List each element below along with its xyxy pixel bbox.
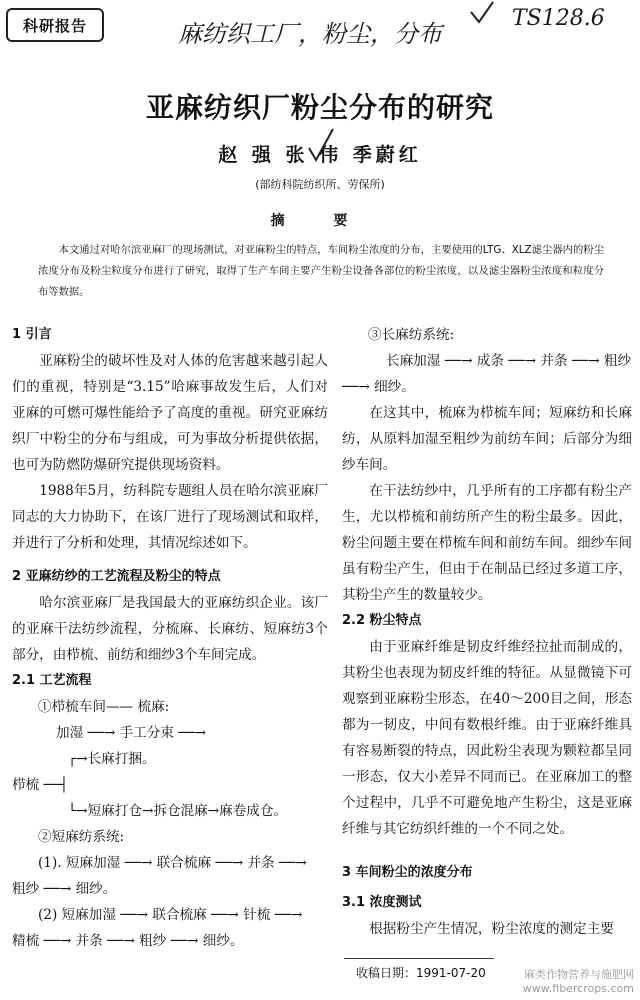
footnote-rule — [344, 958, 494, 959]
watermark-line-1: 麻类作物营养与施肥网 — [524, 968, 634, 981]
flow-step-3: ③长麻纺系统: — [368, 327, 455, 343]
flow-step-1c: 栉梳 ──┤ — [12, 777, 69, 793]
paper-authors: 赵 强 张 伟 季蔚红 — [218, 144, 422, 166]
handwritten-class-code: TS128.6 — [512, 6, 605, 31]
section-2-heading: 2 亚麻纺纱的工艺流程及粉尘的特点 — [12, 569, 221, 584]
author-affiliation: (部纺科院纺织所、劳保所) — [255, 178, 385, 191]
right-paragraph-3: 由于亚麻纤维是韧皮纤维经拉扯而制成的，其粉尘也表现为韧皮纤维的特征。从显微镜下可观察到亚麻粉尘形态，在40～200目之间，形态都为一韧皮，中间有数根纤维。由于亚麻纤维具有容易断裂的特点，因此粉尘表现为颗粒都呈同一形态，仅大小差异不同而已。在亚麻加工的整个过程中，几乎不可避免地产生粉尘，这是亚麻纤维与其它纺织纤维的一个不同之处。 — [342, 639, 632, 837]
abstract-heading: 摘 要 — [270, 213, 370, 229]
right-paragraph-2: 在干法纺纱中，几乎所有的工序都有粉尘产生，尤以栉梳和前纺所产生的粉尘最多。因此，粉尘问题主要在栉梳车间和前纺车间。细纱车间虽有粉尘产生，但由于在制品已经过多道工序，其粉尘产生的数量较少。 — [342, 483, 632, 603]
watermark-line-2: www.fibercrops.com — [522, 982, 634, 995]
right-paragraph-1: 在这其中，梳麻为栉梳车间；短麻纺和长麻纺，从原料加湿至粗纱为前纺车间；后部分为细纱车间。 — [342, 405, 632, 473]
section-3-heading: 3 车间粉尘的浓度分布 — [342, 865, 473, 880]
right-paragraph-4: 根据粉尘产生情况，粉尘浓度的测定主要 — [369, 921, 614, 937]
section-tag: 科研报告 — [6, 8, 104, 42]
flow-step-2a: (1). 短麻加湿 ──→ 联合梳麻 ──→ 并条 ──→ — [38, 855, 307, 871]
flow-step-1a: 加湿 ──→ 手工分束 ──→ — [56, 725, 207, 741]
section-1-paragraph-1: 亚麻粉尘的破坏性及对人体的危害越来越引起人们的重视，特别是“3.15”哈麻事故发生后，人们对亚麻的可燃可爆性能给予了高度的重视。研究亚麻纺织厂中粉尘的分布与组成，可为事故分析提供依据，也可为防燃防爆研究提供现场资料。 — [12, 353, 328, 473]
flow-step-1d: └→短麻打仓→拆仓混麻→麻卷成仓。 — [68, 803, 288, 819]
flow-step-2c: (2) 短麻加湿 ──→ 联合梳麻 ──→ 针梳 ──→ — [38, 907, 303, 923]
handwritten-check-mark — [468, 0, 496, 28]
handwritten-keywords: 麻纺织工厂，粉尘，分布 — [178, 20, 442, 48]
left-column — [12, 322, 328, 954]
paper-title: 亚麻纺织厂粉尘分布的研究 — [145, 91, 494, 124]
watermark — [523, 968, 634, 996]
section-1-paragraph-2: 1988年5月，纺科院专题组人员在哈尔滨亚麻厂同志的大力协助下，在该厂进行了现场测试和取样，并进行了分析和处理，其情况综述如下。 — [12, 483, 328, 551]
flow-step-2: ②短麻纺系统: — [38, 829, 125, 845]
flow-step-3a: 长麻加湿 ──→ 成条 ──→ 并条 ──→ 粗纱 — [386, 353, 632, 369]
flow-step-2b: 粗纱 ──→ 细纱。 — [12, 881, 117, 897]
author-check-mark — [306, 126, 336, 166]
flow-step-2d: 精梳 ──→ 并条 ──→ 粗纱 ──→ 细纱。 — [12, 933, 244, 949]
flow-step-1: ①栉梳车间—— 梳麻: — [38, 699, 170, 715]
flow-step-3b: ──→ 细纱。 — [342, 379, 415, 395]
abstract-text: 本文通过对哈尔滨亚麻厂的现场测试，对亚麻粉尘的特点，车间粉尘浓度的分布，主要使用的LTG、XLZ滤尘器内的粉尘浓度分布及粉尘粒度分布进行了研究，取得了生产车间主要产生粉尘设备各部位的粉尘浓度，以及滤尘器粉尘浓度和粒度分布等数据。 — [38, 244, 604, 298]
flow-step-1b: ┌→长麻打捆。 — [68, 751, 156, 767]
section-1-heading: 1 引言 — [12, 327, 52, 342]
section-3-1-heading: 3.1 浓度测试 — [342, 895, 422, 910]
received-date: 收稿日期：1991-07-20 — [356, 966, 486, 980]
section-2-2-heading: 2.2 粉尘特点 — [342, 613, 422, 628]
right-column — [342, 322, 632, 942]
section-2-paragraph-1: 哈尔滨亚麻厂是我国最大的亚麻纺织企业。该厂的亚麻干法纺纱流程，分梳麻、长麻纺、短麻纺3个部分，由栉梳、前纺和细纱3个车间完成。 — [12, 595, 328, 663]
section-2-1-heading: 2.1 工艺流程 — [12, 673, 92, 688]
